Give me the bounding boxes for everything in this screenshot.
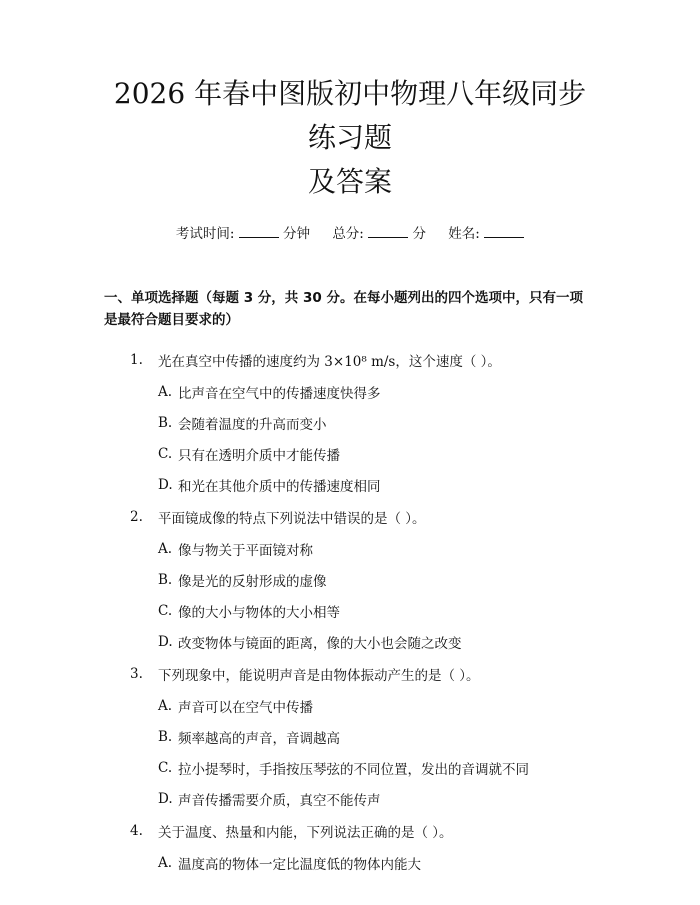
question-text: 平面镜成像的特点下列说法中错误的是（ ）。	[158, 510, 426, 527]
title-line-2: 及答案	[307, 165, 392, 198]
exam-time-label: 考试时间:	[175, 226, 235, 242]
option-label: A.	[158, 383, 173, 400]
option-text: 和光在其他介质中的传播速度相同	[178, 478, 381, 495]
option-text: 拉小提琴时，手指按压琴弦的不同位置，发出的音调就不同	[178, 761, 529, 778]
question-2	[104, 500, 596, 657]
option-label: C.	[158, 759, 173, 776]
option-c	[104, 752, 596, 783]
student-name-field	[448, 224, 524, 244]
option-a	[104, 376, 596, 407]
question-stem	[104, 814, 596, 847]
option-label: C.	[158, 445, 173, 462]
total-score-unit: 分	[412, 226, 426, 242]
option-label: B.	[158, 728, 173, 745]
option-c	[104, 595, 596, 626]
total-score-label: 总分:	[332, 226, 364, 242]
option-label: D.	[158, 633, 173, 650]
option-text: 比声音在空气中的传播速度快得多	[178, 385, 381, 402]
exam-time-unit: 分钟	[283, 226, 311, 242]
option-c	[104, 438, 596, 469]
option-text: 会随着温度的升高而变小	[178, 416, 327, 433]
option-d	[104, 469, 596, 500]
student-name-blank	[484, 225, 524, 238]
option-a	[104, 533, 596, 564]
option-b	[104, 407, 596, 438]
question-text: 关于温度、热量和内能，下列说法正确的是（ ）。	[158, 824, 453, 841]
question-4	[104, 814, 596, 878]
option-d	[104, 626, 596, 657]
option-text: 改变物体与镜面的距离，像的大小也会随之改变	[178, 635, 462, 652]
exam-info	[104, 224, 596, 244]
question-stem	[104, 343, 596, 376]
document-title	[104, 0, 596, 204]
option-label: C.	[158, 602, 173, 619]
option-text: 温度高的物体一定比温度低的物体内能大	[178, 856, 421, 873]
option-text: 像与物关于平面镜对称	[178, 542, 313, 559]
exam-time-blank	[239, 225, 279, 238]
total-score-field	[332, 224, 426, 244]
question-number: 4.	[130, 822, 143, 839]
option-text: 声音传播需要介质，真空不能传声	[178, 792, 381, 809]
option-b	[104, 721, 596, 752]
option-label: A.	[158, 697, 173, 714]
option-text: 像的大小与物体的大小相等	[178, 604, 340, 621]
option-label: A.	[158, 540, 173, 557]
question-stem	[104, 500, 596, 533]
question-3	[104, 657, 596, 814]
exam-time-field	[176, 224, 310, 244]
option-label: D.	[158, 476, 173, 493]
title-line-1: 2026 年春中图版初中物理八年级同步练习题	[113, 77, 587, 154]
section-heading: 一、单项选择题（每题 3 分，共 30 分。在每小题列出的四个选项中，只有一项是最符合题目要求的）	[104, 290, 583, 328]
option-a	[104, 847, 596, 878]
option-text: 像是光的反射形成的虚像	[178, 573, 327, 590]
option-label: B.	[158, 571, 173, 588]
question-number: 1.	[130, 351, 143, 368]
question-stem	[104, 657, 596, 690]
option-a	[104, 690, 596, 721]
option-b	[104, 564, 596, 595]
option-label: B.	[158, 414, 173, 431]
question-text: 下列现象中，能说明声音是由物体振动产生的是（ ）。	[158, 667, 480, 684]
question-list	[104, 343, 596, 878]
option-text: 频率越高的声音，音调越高	[178, 730, 340, 747]
question-text: 光在真空中传播的速度约为 3×10⁸ m/s，这个速度（ ）。	[158, 353, 501, 370]
option-label: D.	[158, 790, 173, 807]
student-name-label: 姓名:	[448, 226, 480, 242]
total-score-blank	[368, 225, 408, 238]
question-number: 3.	[130, 665, 143, 682]
option-label: A.	[158, 854, 173, 871]
question-number: 2.	[130, 508, 143, 525]
option-d	[104, 783, 596, 814]
question-1	[104, 343, 596, 500]
option-text: 声音可以在空气中传播	[178, 699, 313, 716]
option-text: 只有在透明介质中才能传播	[178, 447, 340, 464]
